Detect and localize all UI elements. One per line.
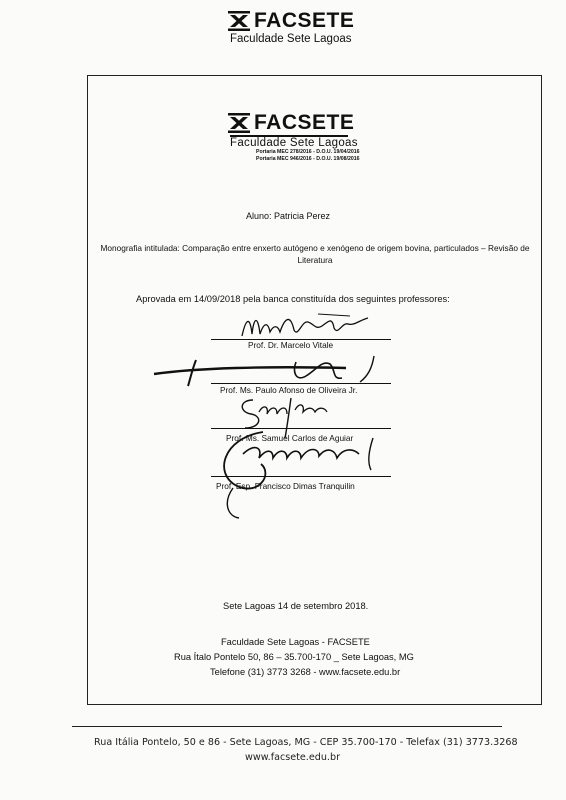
header-brand: FACSETE [254,9,355,32]
header-subtitle: Faculdade Sete Lagoas [230,33,352,45]
signature-line-2 [211,383,391,384]
portaria-line-1: Portaria MEC 278/2016 - D.O.U. 19/04/2016 [256,149,360,155]
portaria-line-2: Portaria MEC 946/2016 - D.O.U. 19/08/2016 [256,156,360,162]
institution-name: Faculdade Sete Lagoas - FACSETE [221,637,370,647]
footer-address: Rua Itália Pontelo, 50 e 86 - Sete Lagoas, MG - CEP 35.700-170 - Telefax (31) 3773.3268 [94,737,518,748]
footer-website: www.facsete.edu.br [245,752,341,763]
professor-3: Prof. Ms. Samuel Carlos de Aguiar [226,433,354,443]
document-brand: FACSETE [254,111,355,134]
facsete-logo-icon [228,113,250,133]
signature-line-4 [211,476,391,477]
professor-2: Prof. Ms. Paulo Afonso de Oliveira Jr. [220,385,358,395]
approval-document [87,75,542,705]
facsete-logo-icon [228,11,250,31]
header-logo [228,10,388,45]
professor-4: Prof. Esp. Francisco Dimas Tranquilin [216,481,355,491]
institution-address: Rua Ítalo Pontelo 50, 86 – 35.700-170 _ Sete Lagoas, MG [174,652,414,662]
institution-contact: Telefone (31) 3773 3268 - www.facsete.edu.br [210,667,401,677]
signature-4 [203,424,403,524]
student-name: Aluno: Patricia Perez [246,211,331,221]
approval-statement: Aprovada em 14/09/2018 pela banca constituída dos seguintes professores: [136,294,450,304]
document-subtitle: Faculdade Sete Lagoas [230,137,358,149]
monograph-title: Monografia intitulada: Comparação entre enxerto autógeno e xenógeno de origem bovina, particulados – Revisão de Literatura [100,243,530,265]
document-logo [228,112,388,163]
footer-divider [72,726,502,727]
approval-date: Sete Lagoas 14 de setembro 2018. [223,601,369,611]
professor-1: Prof. Dr. Marcelo Vitale [248,340,334,350]
